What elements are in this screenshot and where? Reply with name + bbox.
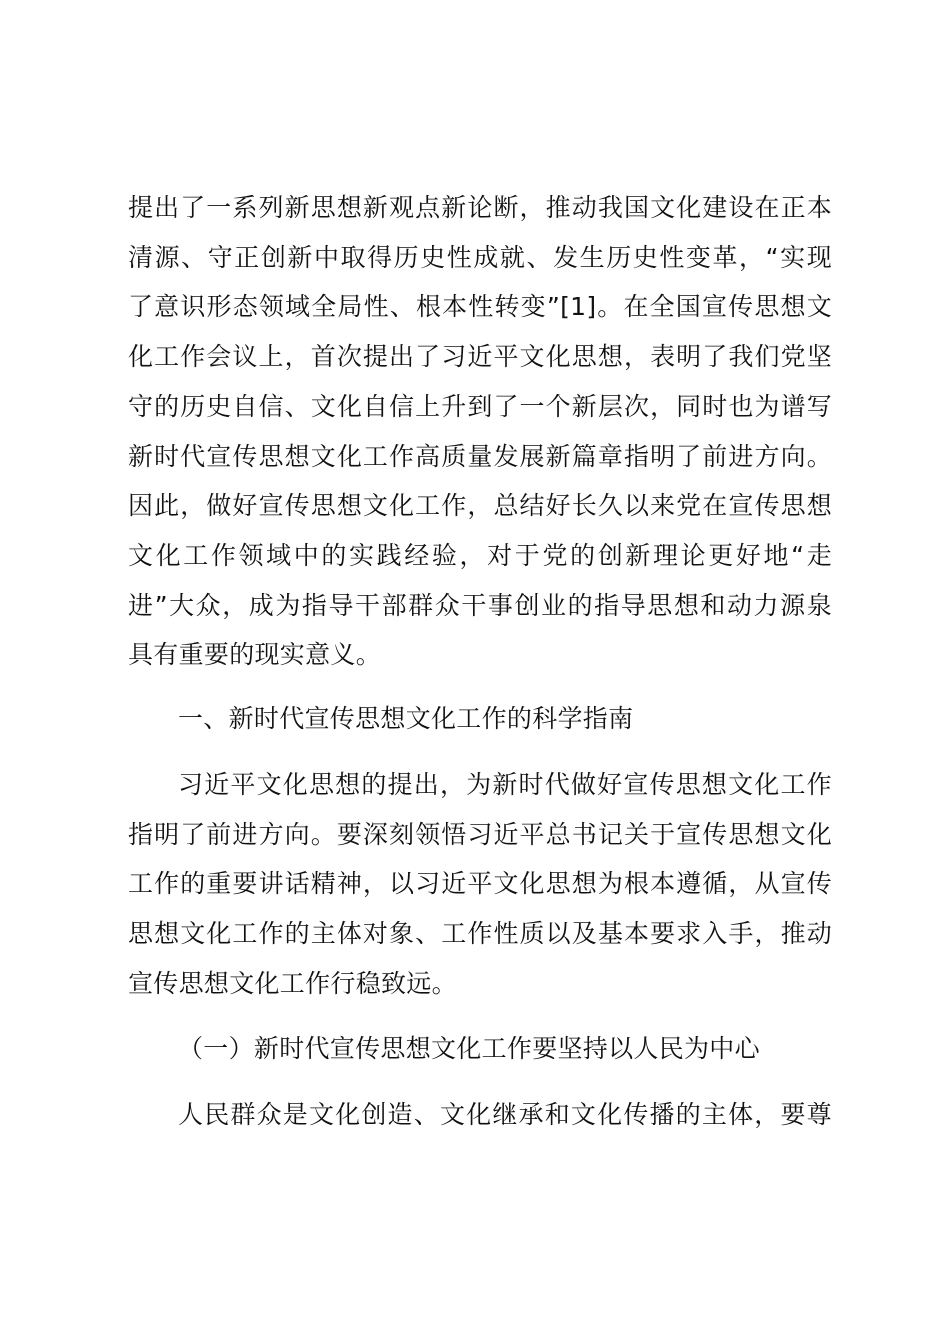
- subsection-heading-1: （一）新时代宣传思想文化工作要坚持以人民为中心: [178, 1034, 760, 1063]
- paragraph-line: 了意识形态领域全局性、根本性转变”[1]。在全国宣传思想文: [128, 292, 832, 322]
- paragraph-section-1: [128, 760, 832, 1009]
- paragraph-line: 工作的重要讲话精神，以习近平文化思想为根本遵循，从宣传: [128, 869, 832, 899]
- paragraph-line: 指明了前进方向。要深刻领悟习近平总书记关于宣传思想文化: [128, 819, 832, 849]
- paragraph-intro: [128, 183, 832, 680]
- paragraph-line: 思想文化工作的主体对象、工作性质以及基本要求入手，推动: [128, 919, 832, 949]
- paragraph-line: 文化工作领域中的实践经验，对于党的创新理论更好地“走: [128, 540, 832, 570]
- section-heading-1: 一、新时代宣传思想文化工作的科学指南: [178, 704, 634, 733]
- paragraph-line: 宣传思想文化工作行稳致远。: [128, 968, 457, 998]
- paragraph-subsection-1: [128, 1090, 832, 1140]
- paragraph-line: 人民群众是文化创造、文化继承和文化传播的主体，要尊: [178, 1100, 832, 1129]
- paragraph-line: 提出了一系列新思想新观点新论断，推动我国文化建设在正本: [128, 193, 832, 222]
- paragraph-line: 化工作会议上，首次提出了习近平文化思想，表明了我们党坚: [128, 342, 832, 372]
- paragraph-line: 习近平文化思想的提出，为新时代做好宣传思想文化工作: [178, 770, 832, 799]
- paragraph-line: 守的历史自信、文化自信上升到了一个新层次，同时也为谱写: [128, 391, 832, 421]
- paragraph-line: 具有重要的现实意义。: [128, 640, 382, 670]
- paragraph-line: 新时代宣传思想文化工作高质量发展新篇章指明了前进方向。: [128, 441, 832, 471]
- paragraph-line: 清源、守正创新中取得历史性成就、发生历史性变革，“实现: [128, 242, 832, 272]
- paragraph-line: 因此，做好宣传思想文化工作，总结好长久以来党在宣传思想: [128, 491, 832, 521]
- paragraph-line: 进”大众，成为指导干部群众干事创业的指导思想和动力源泉: [128, 590, 832, 620]
